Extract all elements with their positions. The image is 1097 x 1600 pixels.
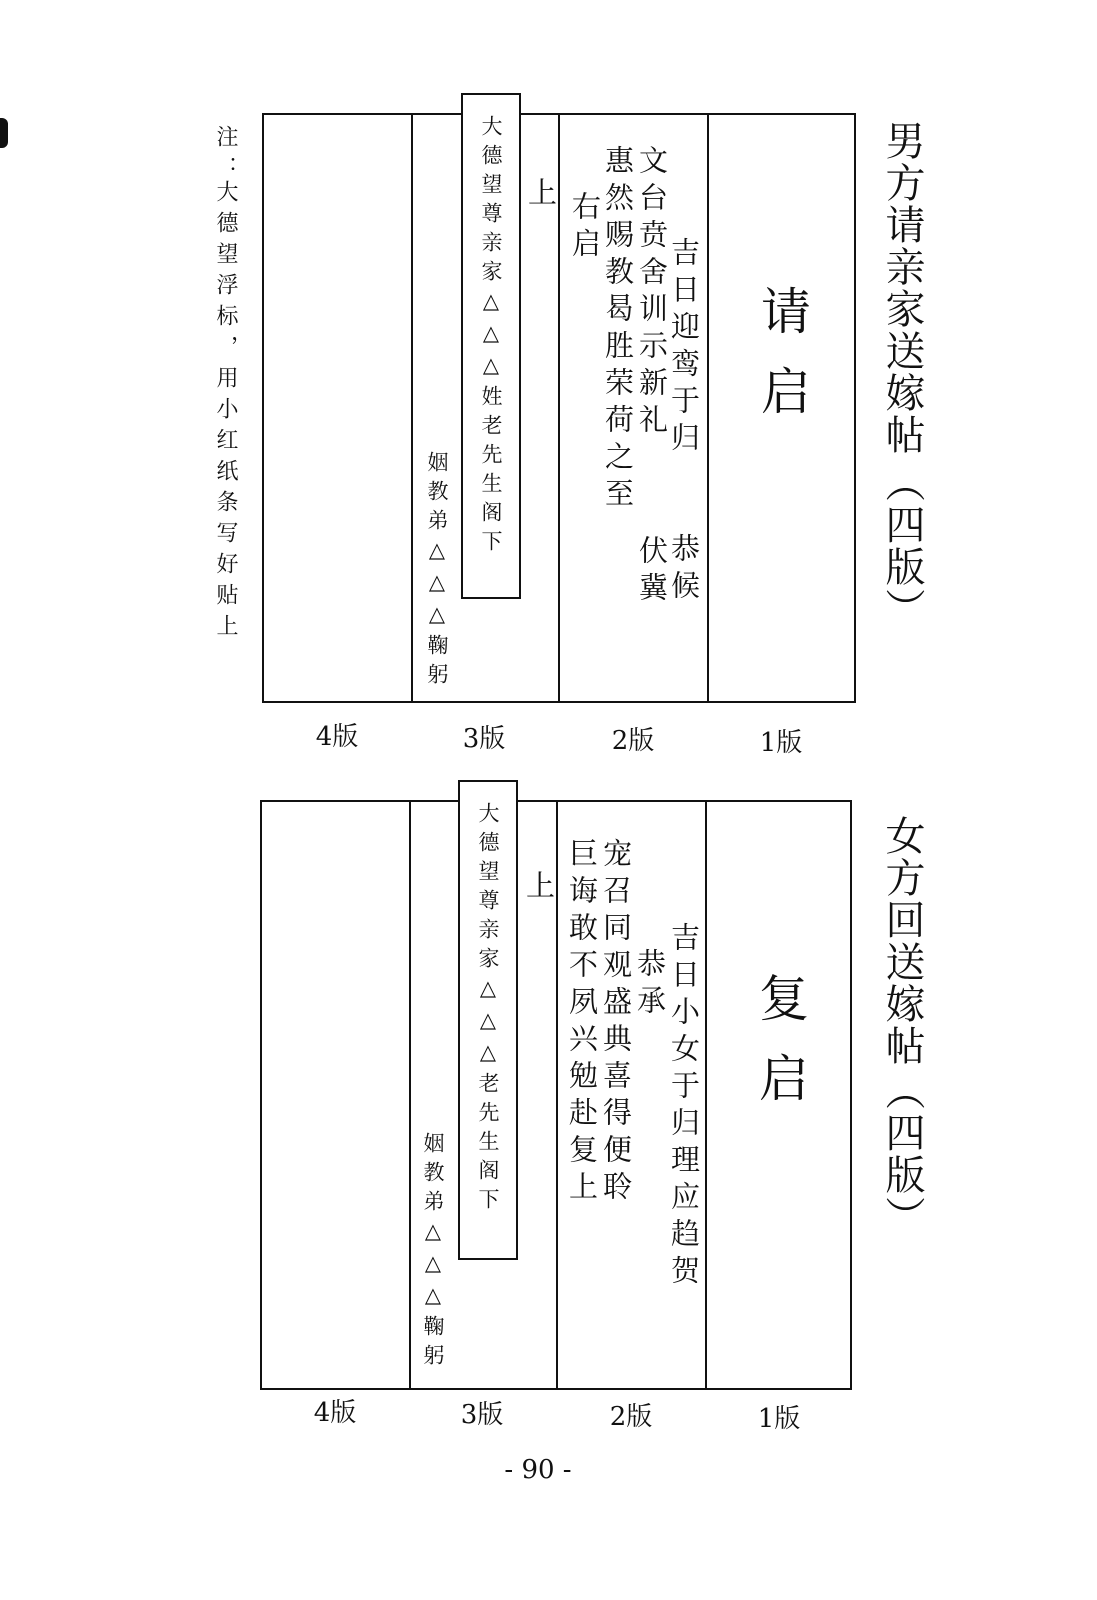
panel-divider: [411, 115, 413, 701]
panel2-column: 巨诲敢不夙兴勉赴复上: [565, 838, 599, 1208]
panel2-column: 恭候: [667, 533, 701, 607]
panel-label-2: 2版: [611, 726, 655, 756]
panel2-column: 伏冀: [635, 535, 669, 609]
card-title-suffix: （四版）: [879, 1070, 925, 1238]
panel1-heading-2: 启: [753, 365, 811, 415]
name-slip: [461, 93, 521, 599]
four-panel-card: [262, 113, 856, 703]
panel3-top-mark: 上: [522, 870, 556, 907]
panel2-column: 吉日小女于归理应趋贺: [667, 922, 701, 1292]
panel-divider: [558, 115, 560, 701]
panel2-column: 惠然赐教曷胜荣荷之至: [601, 145, 635, 515]
panel-divider: [707, 115, 709, 701]
panel3-top-mark: 上: [524, 177, 558, 214]
panel2-column: 文台贲舍训示新礼: [635, 145, 669, 441]
panel-label-1: 1版: [757, 1404, 801, 1434]
panel-divider: [705, 802, 707, 1388]
panel-label-4: 4版: [313, 1398, 357, 1428]
card-title: 女方回送嫁帖: [879, 815, 925, 1067]
card-title: 男方请亲家送嫁帖: [879, 120, 925, 456]
panel1-heading-1: 请: [753, 285, 811, 335]
panel2-column: 宠召同观盛典喜得便聆: [599, 838, 633, 1208]
scan-edge-mark: [0, 118, 8, 148]
sender-signature: 姻教弟△△△鞠躬: [425, 451, 449, 692]
panel-divider: [409, 802, 411, 1388]
panel1-heading-2: 启: [751, 1052, 809, 1102]
panel-label-4: 4版: [315, 722, 359, 752]
panel2-column: 恭承: [633, 948, 667, 1022]
panel1-heading-1: 复: [751, 972, 809, 1022]
name-slip: [458, 780, 518, 1260]
note-label: 注：: [213, 125, 238, 187]
panel-label-3: 3版: [462, 724, 506, 754]
panel2-column: 右启: [568, 191, 602, 265]
slip-text: 大德望尊亲家△△△老先生阁下: [476, 802, 500, 1217]
card-title-suffix: （四版）: [879, 462, 925, 630]
panel2-column: 吉日迎鸾于归: [667, 237, 701, 459]
panel-label-2: 2版: [609, 1402, 653, 1432]
panel-label-1: 1版: [759, 728, 803, 758]
panel-divider: [556, 802, 558, 1388]
four-panel-card: [260, 800, 852, 1390]
slip-text: 大德望尊亲家△△△姓老先生阁下: [479, 115, 503, 559]
note-text: 大德望浮标，用小红纸条写好贴上: [213, 180, 238, 645]
panel-label-3: 3版: [460, 1400, 504, 1430]
sender-signature: 姻教弟△△△鞠躬: [421, 1132, 445, 1373]
page-number: - 90 -: [504, 1455, 572, 1485]
